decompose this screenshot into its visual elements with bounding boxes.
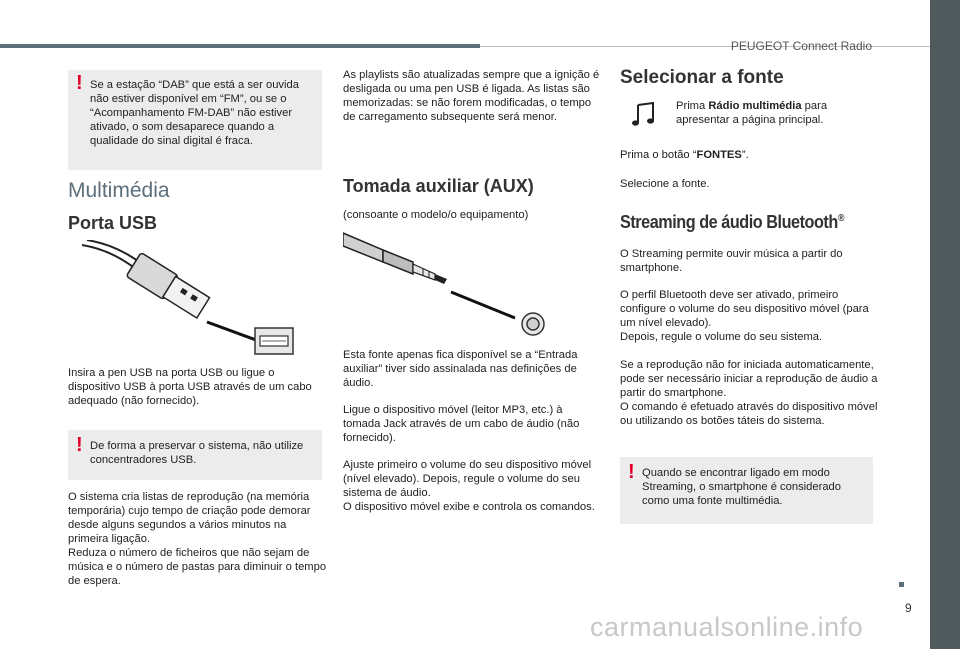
bluetooth-p2: O perfil Bluetooth deve ser ativado, primeiro configure o volume do seu dispositivo móvel (para um nível elevado). Depois, regule o volume do seu sistema. [620,289,869,343]
bluetooth-p3: Se a reprodução não for iniciada automaticamente, pode ser necessário iniciar a reprodução de áudio a partir do smartphone. O comando é efetuado através do dispositivo móvel ou utilizando os botões táteis do sistema. [620,359,878,427]
bluetooth-streaming-heading: Streaming de áudio Bluetooth® [620,212,845,232]
press-multimedia: Prima Rádio multimédia para apresentar a página principal. [676,100,828,126]
watermark: carmanualsonline.info [590,612,864,642]
aux-connect: Ligue o dispositivo móvel (leitor MP3, etc.) à tomada Jack através de um cabo de áudio (não fornecido). [343,404,580,444]
warning-icon: ! [76,434,83,456]
header-bar [0,44,480,48]
page-number: 9 [905,601,912,615]
playlist-paragraph: O sistema cria listas de reprodução (na memória temporária) cujo tempo de criação pode demorar desde alguns segundos a vários minutos na primeira ligação. Reduza o número de ficheiros que não sejam de música e o número de pastas para diminuir o tempo de espera. [68,491,327,587]
aux-jack-illustration [343,228,548,338]
select-source-heading: Selecionar a fonte [620,67,784,88]
aux-subtitle: (consoante o modelo/o equipamento) [343,209,529,221]
section-title-multimedia: Multimédia [68,179,170,202]
note-text: Se a estação “DAB” que está a ser ouvida não estiver disponível em “FM”, ou se o “Acompanhamento FM-DAB” não estiver ativado, o som desaparece quando a qualidade do sinal digital é fraca. [90,79,299,147]
note-text: De forma a preservar o sistema, não utilize concentradores USB. [90,440,304,466]
info-note-streaming [620,457,873,524]
warning-note-dab [68,70,322,170]
press-sources: Prima o botão “FONTES”. [620,149,749,161]
warning-icon: ! [76,72,83,94]
usb-heading: Porta USB [68,213,158,233]
music-note-icon [631,101,657,127]
warning-icon: ! [628,461,635,483]
bluetooth-p1: O Streaming permite ouvir música a partir do smartphone. [620,248,843,274]
usb-cable-illustration [82,240,297,355]
playlist-intro: As playlists são atualizadas sempre que a ignição é desligada ou uma pen USB é ligada. As listas são memorizadas: se não forem modificadas, o tempo de carregamento subsequente será menor. [343,69,600,123]
running-header: PEUGEOT Connect Radio [730,39,872,53]
aux-availability: Esta fonte apenas fica disponível se a “Entrada auxiliar” tiver sido assinalada nas definições de áudio. [343,349,578,389]
select-source-text: Selecione a fonte. [620,178,710,190]
aux-heading: Tomada auxiliar (AUX) [343,176,534,196]
usb-instruction: Insira a pen USB na porta USB ou ligue o dispositivo USB à porta USB através de um cabo adequado (não fornecido). [68,367,312,407]
continue-marker [899,582,904,587]
warning-note-usb-hub [68,430,322,480]
side-tab [930,0,960,649]
aux-volume: Ajuste primeiro o volume do seu dispositivo móvel (nível elevado). Depois, regule o volume do seu sistema de áudio. O dispositivo móvel exibe e controla os comandos. [343,459,595,513]
note-text: Quando se encontrar ligado em modo Streaming, o smartphone é considerado como uma fonte multimédia. [642,467,842,507]
